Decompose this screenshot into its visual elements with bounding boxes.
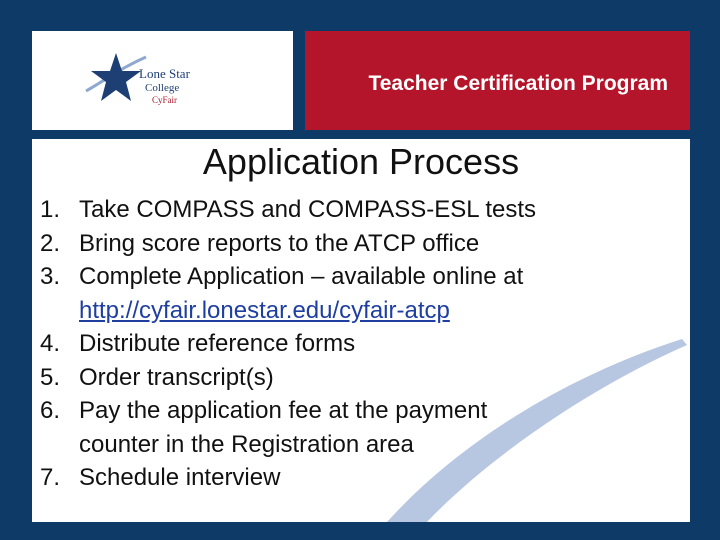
logo-line2: College bbox=[145, 82, 180, 94]
step-number: 1. bbox=[40, 196, 61, 223]
step-text: Complete Application – available online at bbox=[79, 263, 524, 290]
logo-line3: CyFair bbox=[152, 95, 178, 105]
step-item bbox=[40, 394, 536, 461]
step-number: 3. bbox=[40, 263, 61, 290]
step-text: Distribute reference forms bbox=[79, 330, 356, 357]
step-text: Schedule interview bbox=[79, 464, 281, 491]
header-band bbox=[305, 31, 690, 130]
step-number: 2. bbox=[40, 229, 61, 257]
step-text: Bring score reports to the ATCP office bbox=[79, 229, 480, 257]
content-panel bbox=[32, 139, 690, 522]
application-link[interactable]: http://cyfair.lonestar.edu/cyfair-atcp bbox=[79, 296, 450, 324]
step-number: 5. bbox=[40, 363, 61, 391]
lone-star-college-logo bbox=[84, 51, 234, 113]
step-number: 4. bbox=[40, 330, 61, 357]
page-title: Application Process bbox=[202, 141, 520, 182]
step-item bbox=[40, 461, 536, 495]
steps-list bbox=[40, 193, 536, 495]
step-item bbox=[40, 327, 536, 361]
star-icon bbox=[91, 53, 141, 101]
step-text: Take COMPASS and COMPASS-ESL tests bbox=[79, 196, 537, 223]
logo-line1: Lone Star bbox=[139, 66, 190, 81]
step-item bbox=[40, 193, 536, 227]
step-text: Order transcript(s) bbox=[79, 363, 274, 391]
step-item bbox=[40, 227, 536, 261]
header-title: Teacher Certification Program bbox=[368, 72, 668, 95]
step-text: counter in the Registration area bbox=[79, 430, 414, 458]
step-number: 6. bbox=[40, 397, 61, 424]
logo-panel bbox=[32, 31, 293, 130]
step-number: 7. bbox=[40, 464, 61, 491]
step-item bbox=[40, 260, 536, 327]
step-text: Pay the application fee at the payment bbox=[79, 397, 488, 424]
step-item bbox=[40, 361, 536, 395]
